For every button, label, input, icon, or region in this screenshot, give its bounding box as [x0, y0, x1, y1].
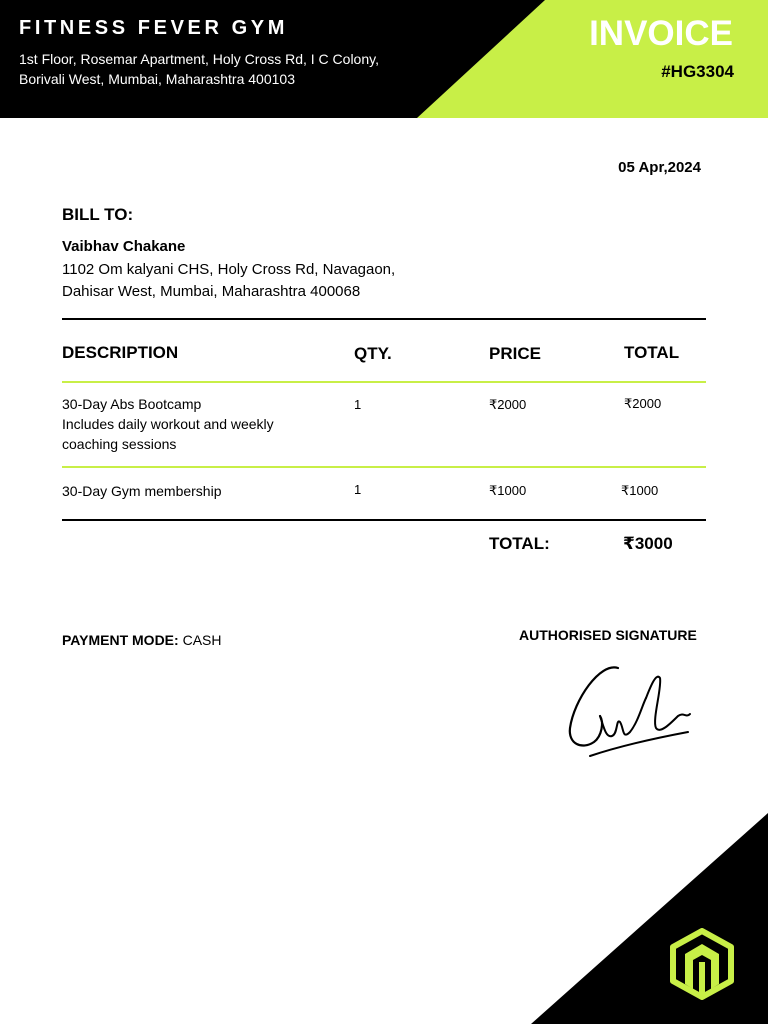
gym-address-line1: 1st Floor, Rosemar Apartment, Holy Cross Rd, I C Colony,: [19, 51, 379, 67]
invoice-date: 05 Apr,2024: [618, 159, 701, 176]
customer-name: Vaibhav Chakane: [62, 238, 186, 255]
customer-address: [62, 259, 462, 303]
table-row-1-total: ₹2000: [624, 396, 662, 411]
column-header-qty: QTY.: [354, 344, 392, 363]
table-row-1-qty: 1: [354, 397, 362, 412]
row-1-description-line: Includes daily workout and weekly: [62, 416, 274, 432]
authorised-signature-label: AUTHORISED SIGNATURE: [519, 627, 697, 643]
gym-address-line2: Borivali West, Mumbai, Maharashtra 400103: [19, 71, 295, 87]
gym-address: [19, 49, 439, 89]
grand-total-label: TOTAL:: [489, 534, 550, 553]
column-header-description: DESCRIPTION: [62, 343, 179, 362]
table-bottom-rule: [62, 519, 706, 521]
table-row-1-description: [62, 394, 332, 454]
row-2-description-line: 30-Day Gym membership: [62, 483, 222, 499]
column-header-total: TOTAL: [624, 343, 680, 362]
table-row-2-total: ₹1000: [621, 483, 659, 498]
invoice-title: INVOICE: [589, 14, 733, 53]
customer-address-line2: Dahisar West, Mumbai, Maharashtra 400068: [62, 283, 361, 300]
customer-address-line1: 1102 Om kalyani CHS, Holy Cross Rd, Navagaon,: [62, 261, 396, 278]
payment-mode-value: CASH: [182, 632, 222, 648]
table-header-rule: [62, 381, 706, 383]
gym-name: FITNESS FEVER GYM: [19, 17, 289, 39]
table-row-1-price: ₹2000: [489, 397, 527, 412]
grand-total-value: ₹3000: [623, 534, 673, 553]
table-row-2-qty: 1: [354, 482, 362, 497]
signature-graphic: [560, 658, 700, 763]
payment-mode-label: PAYMENT MODE:: [62, 632, 179, 648]
column-header-price: PRICE: [489, 344, 541, 363]
table-top-rule: [62, 318, 706, 320]
row-1-description-line: coaching sessions: [62, 436, 177, 452]
table-row-divider: [62, 466, 706, 468]
bill-to-label: BILL TO:: [62, 205, 134, 224]
payment-mode: [62, 632, 221, 648]
table-row-2-description: [62, 481, 332, 501]
gym-logo-icon: [669, 928, 735, 1000]
row-1-description-line: 30-Day Abs Bootcamp: [62, 396, 202, 412]
invoice-number: #HG3304: [661, 62, 734, 81]
table-row-2-price: ₹1000: [489, 483, 527, 498]
